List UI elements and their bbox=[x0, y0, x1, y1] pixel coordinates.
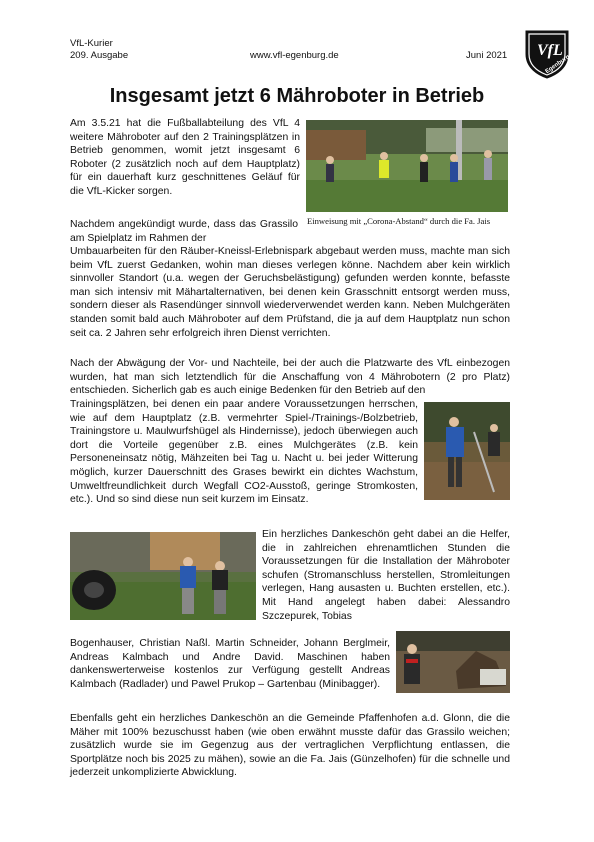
photo-cable-laying bbox=[70, 532, 256, 620]
paragraph-thanks-helpers: Ein herzliches Dankeschön geht dabei an die Helfer, die in zahlreichen ehrenamtlichen Stunden die Voraussetzungen für die Installation der Mähroboter schufen (Stromanschluss herstellen, Stromleitungen verlegen, Hang ausasten u. Buchten erstellen, etc.). Mit Hand angelegt haben dabei: Alessandro Szczepurek, Tobias bbox=[262, 529, 510, 622]
paragraph-decision-continued: Trainingsplätzen, bei denen ein paar andere Voraussetzungen herrschen, wie auf dem Hauptplatz (z.B. vermehrter Spiel-/Trainings-/Bolzbetrieb, Trainingstore u. Maulwurfshügel als Hindernisse), jedoch überwiegen auch dort die Vorteile gegenüber z.B. eines Mulchgerätes (z.B. kein Personeneinsatz nötig, Mähzeiten bei Tag u. Nacht u. bei jeder Witterung möglich, kurzer Dauerschnitt des Grases bewirkt ein dichtes Wachstum, Umweltfreundlichkeit durch Wegfall CO2-Ausstoß, geringe Stromkosten, etc.). Und so sind diese nun seit kurzem im Einsatz. bbox=[70, 399, 418, 506]
newsletter-name: VfL-Kurier bbox=[70, 38, 113, 49]
club-logo bbox=[522, 28, 572, 80]
issue-number: 209. Ausgabe bbox=[70, 50, 129, 61]
header-issue-info bbox=[70, 38, 128, 62]
paragraph-thanks-helpers-continued: Bogenhauser, Christian Naßl. Martin Schneider, Johann Berglmeir, Andreas Kalmbach und Andre David. Maschinen haben dankenswerterweise kostenlos zur Verfügung gestellt Andreas Kalmbach (Radlader) und Pawel Prukop – Gartenbau (Minibagger). bbox=[70, 638, 390, 690]
issue-date: Juni 2021 bbox=[466, 50, 508, 61]
paragraph-decision: Nach der Abwägung der Vor- und Nachteile, bei der auch die Platzwarte des VfL einbezogen wurden, hat man sich letztendlich für die Anschaffung von 4 Mährobotern (2 pro Platz) entschieden. Sicherlich gab es auch einige Bedenken für den Betrieb auf den bbox=[70, 358, 510, 397]
paragraph-thanks-municipality: Ebenfalls geht ein herzliches Dankeschön an die Gemeinde Pfaffenhofen a.d. Glonn, die die Mäher mit 100% bezuschusst haben (wie oben erwähnt musste dafür das Grassilo weichen; zusätzlich wurde sie im Gegenzug aus der vertraglichen Verpflichtung entlassen, die Sportplätze noch bis 2025 zu mähen), sowie an die Fa. Jais (Günzelhofen) für die schnelle und jederzeit unkomplizierte Abwicklung. bbox=[70, 713, 510, 779]
paragraph-intro: Am 3.5.21 hat die Fußballabteilung des VfL 4 weitere Mähroboter auf den 2 Trainingsplätzen in Betrieb genommen, womit jetzt insgesamt 6 Roboter (2 zusätzlich noch auf dem Hauptplatz) für ein dauerhaft kurz geschnittenes Geläuf für die VfL-Kicker sorgen. bbox=[70, 118, 300, 197]
paragraph-background-start: Nachdem angekündigt wurde, dass das Grassilo am Spielplatz im Rahmen der bbox=[70, 219, 298, 244]
logo-vfl-text: VfL bbox=[537, 42, 563, 59]
website-url: www.vfl-egenburg.de bbox=[250, 50, 339, 61]
article-title: Insgesamt jetzt 6 Mähroboter in Betrieb bbox=[109, 85, 485, 107]
photo-introduction-session bbox=[306, 120, 508, 212]
photo-caption: Einweisung mit „Corona-Abstand“ durch die Fa. Jais bbox=[307, 216, 491, 226]
logo-club-text: Egenburg bbox=[544, 54, 571, 76]
photo-helpers-digging bbox=[424, 402, 510, 500]
paragraph-background: Umbauarbeiten für den Räuber-Kneissl-Erlebnispark abgebaut werden muss, machte man sich beim VfL zuerst Gedanken, wohin man dieses verlegen könne. Nachdem aber kein wirklich sinnvoller Standort (u.a. wegen der Geruchsbelästigung) gefunden werden konnte, befasste man sich intensiv mit Mähartalternativen, bei denen kein Grasschnitt entsorgt werden muss, sondern dieser als Rasendünger sinnvoll wiederverwendet werden kann. Neben Mulchgeräten standen somit bald auch Mähroboter auf dem Prüfstand, die ja auf dem Hauptplatz nun schon seit ca. 2 Jahren sehr erfolgreich ihren Dienst verrichten. bbox=[70, 246, 510, 339]
photo-machinery bbox=[396, 631, 510, 693]
